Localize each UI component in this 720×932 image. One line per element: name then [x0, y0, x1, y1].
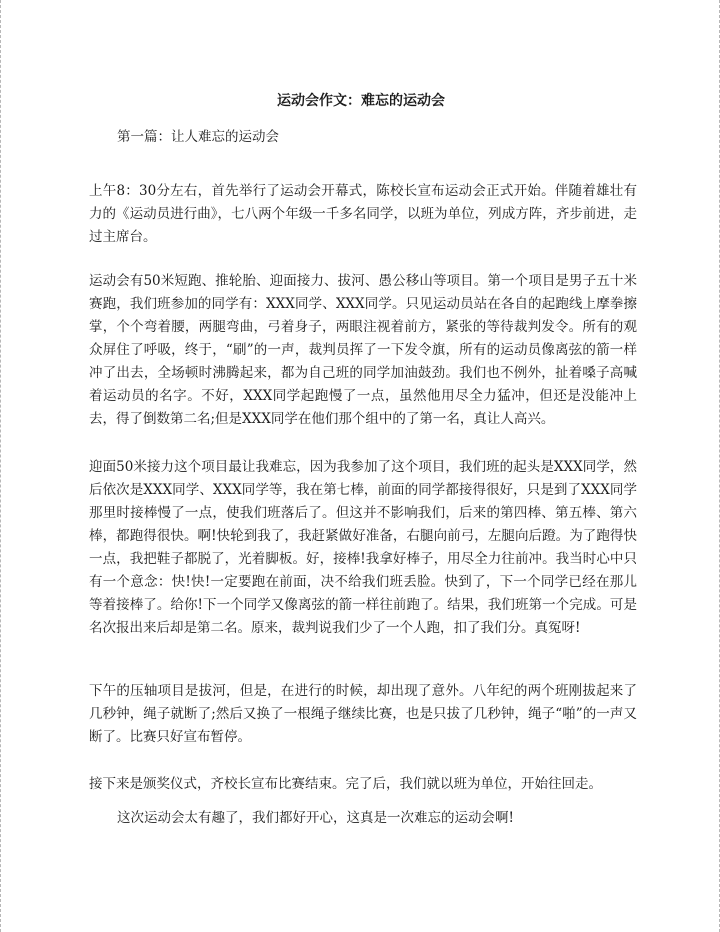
- paragraph-relay: 迎面50米接力这个项目最让我难忘，因为我参加了这个项目，我们班的起头是XXX同学，然后依次是XXX同学、XXX同学等，我在第七棒，前面的同学都接得很好，只是到了XXX同学那里时接棒慢了一点，使我们班落后了。但这并不影响我们，后来的第四棒、第五棒、第六棒，都跑得很快。啊!快轮到我了，我赶紧做好准备，右腿向前弓，左腿向后蹬。为了跑得快一点，我把鞋子都脱了，光着脚板。好，接棒!我拿好棒子，用尽全力往前冲。我当时心中只有一个意念：快!快!一定要跑在前面，决不给我们班丢脸。快到了，下一个同学已经在那儿等着接棒了。给你!下一个同学又像离弦的箭一样往前跑了。结果，我们班第一个完成。可是名次报出来后却是第二名。原来，裁判说我们少了一个人跑，扣了我们分。真冤呀!: [89, 459, 637, 636]
- paragraph-opening-ceremony: 上午8：30分左右，首先举行了运动会开幕式，陈校长宣布运动会正式开始。伴随着雄壮有力的《运动员进行曲》，七八两个年级一千多名同学，以班为单位，列成方阵，齐步前进，走过主席台。: [89, 183, 637, 245]
- paragraph-tug-of-war: 下午的压轴项目是拔河，但是，在进行的时候，却出现了意外。八年纪的两个班刚拔起来了几秒钟，绳子就断了;然后又换了一根绳子继续比赛，也是只拔了几秒钟，绳子“啪”的一声又断了。比赛只好宣布暂停。: [89, 683, 637, 745]
- paragraph-50m-race: 运动会有50米短跑、推轮胎、迎面接力、拔河、愚公移山等项目。第一个项目是男子五十米赛跑，我们班参加的同学有：XXX同学、XXX同学。只见运动员站在各自的起跑线上摩拳擦掌，个个弯着腰，两腿弯曲，弓着身子，两眼注视着前方，紧张的等待裁判发令。所有的观众屏住了呼吸，终于，“刷”的一声，裁判员挥了一下发令旗，所有的运动员像离弦的箭一样冲了出去，全场顿时沸腾起来，都为自己班的同学加油鼓劲。我们也不例外，扯着嗓子高喊着运动员的名字。不好，XXX同学起跑慢了一点，虽然他用尽全力猛冲，但还是没能冲上去，得了倒数第二名;但是XXX同学在他们那个组中的了第一名，真让人高兴。: [89, 273, 637, 427]
- document-subtitle: 第一篇：让人难忘的运动会: [117, 129, 279, 145]
- document-title: 运动会作文：难忘的运动会: [277, 93, 445, 109]
- paragraph-conclusion: 这次运动会太有趣了，我们都好开心，这真是一次难忘的运动会啊!: [117, 810, 514, 826]
- paragraph-awards: 接下来是颁奖仪式，齐校长宣布比赛结束。完了后，我们就以班为单位，开始往回走。: [89, 776, 602, 792]
